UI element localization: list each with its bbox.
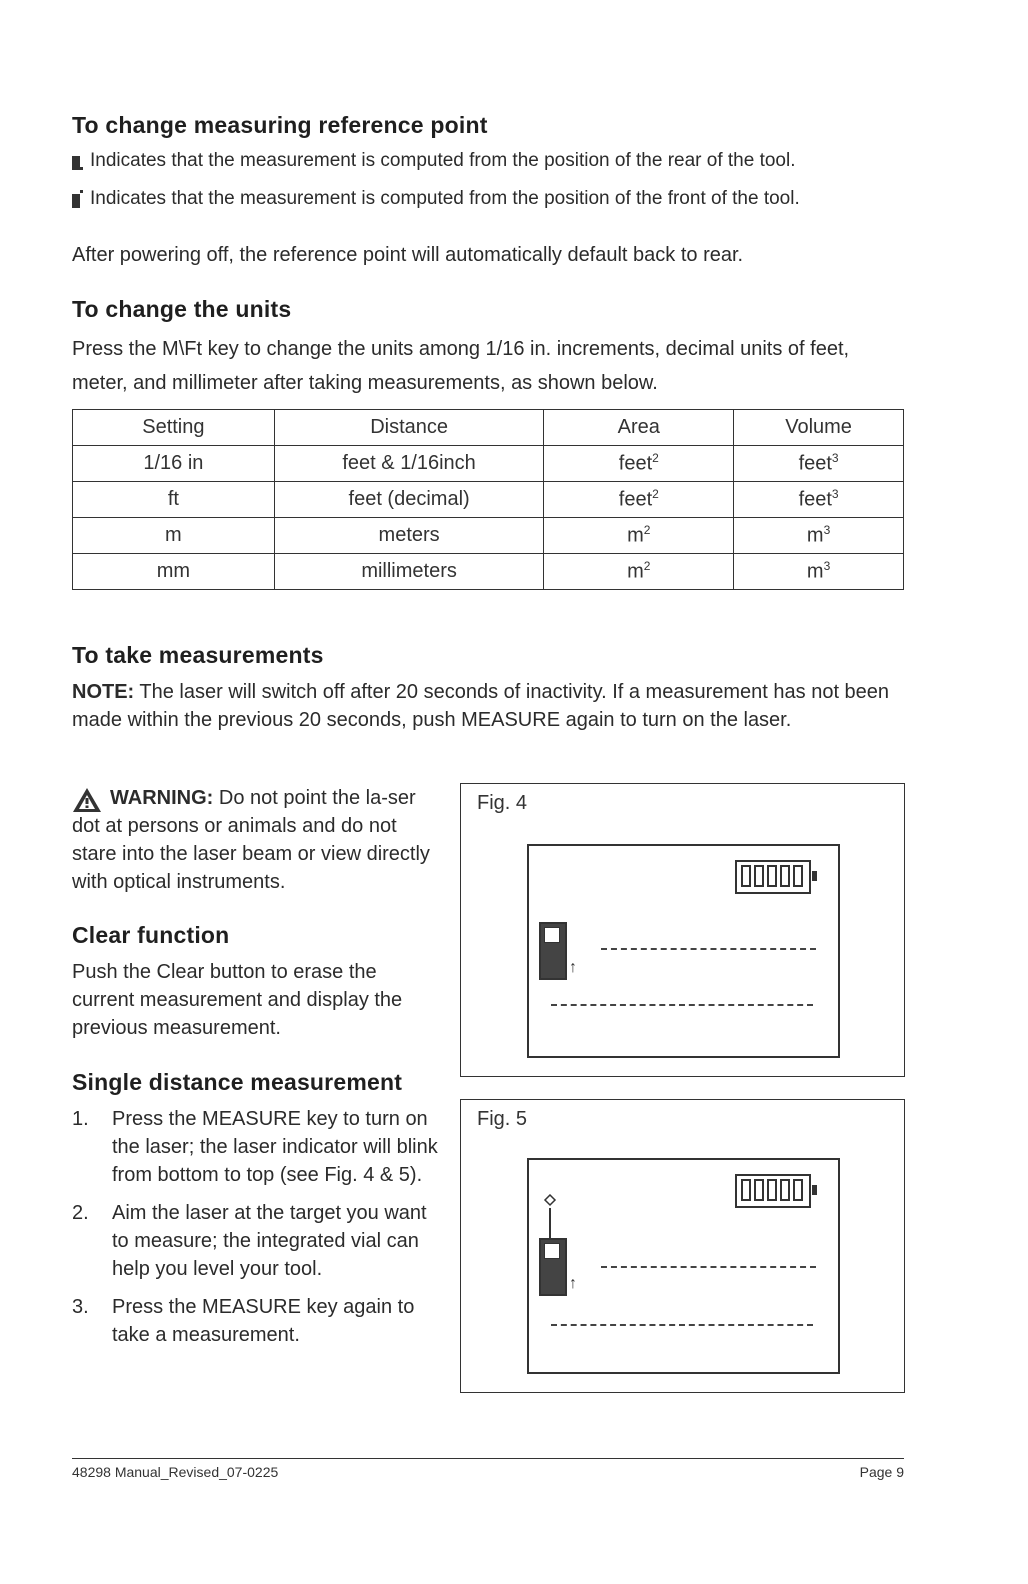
list-item: 2. Aim the laser at the target you want to measure; the integrated vial can help you level your tool. [72,1202,427,1280]
list-item: 3. Press the MEASURE key again to take a measurement. [72,1296,415,1346]
cell-setting: m [73,518,275,554]
upper-reading-placeholder [601,1266,816,1268]
cell-distance: feet (decimal) [274,482,544,518]
cell-area: feet$^2$ [544,446,734,482]
lower-reading-placeholder [551,1324,813,1326]
warning-paragraph [72,784,442,896]
header-distance: Distance [274,410,544,446]
figure-5 [460,1099,905,1393]
units-intro: Press the M\Ft key to change the units among 1/16 in. increments, decimal units of feet, meter, and millimeter after taking measurements, as shown below. [72,338,850,394]
battery-icon [735,1174,811,1208]
steps-list [72,1105,442,1359]
front-reference-line [72,188,800,210]
table-row [73,446,904,482]
note-paragraph [72,678,907,734]
footer-divider [72,1458,904,1459]
footer-document-id: 48298 Manual_Revised_07-0225 [72,1464,279,1480]
arrow-up-icon: ↑ [569,959,577,976]
front-reference-icon [72,190,82,208]
figure-4-label: Fig. 4 [477,792,528,814]
header-volume: Volume [734,410,904,446]
units-table [72,409,904,590]
rear-reference-text: Indicates that the measurement is computed from the position of the rear of the tool. [90,150,796,171]
cell-volume: $m^3$ [734,518,904,554]
cell-area: $m^2$ [544,554,734,590]
note-text: The laser will switch off after 20 seconds of inactivity. If a measurement has not been made within the previous 20 seconds, push MEASURE again to turn on the laser. [72,681,890,731]
lower-reading-placeholder [551,1004,813,1006]
front-reference-text: Indicates that the measurement is computed from the position of the front of the tool. [90,188,800,209]
header-area: Area [544,410,734,446]
table-row [73,482,904,518]
measure-heading: To take measurements [72,642,324,668]
cell-setting: ft [73,482,275,518]
warning-label: WARNING: [110,787,214,809]
note-label: NOTE: [72,681,135,703]
footer-page-number: Page 9 [859,1464,904,1480]
single-heading: Single distance measurement [72,1069,403,1095]
cell-volume: $m^3$ [734,554,904,590]
header-setting: Setting [73,410,275,446]
rear-reference-line [72,150,796,172]
cell-distance: feet & 1/16inch [274,446,544,482]
figure-4 [460,783,905,1077]
battery-icon [735,860,811,894]
cell-setting: 1/16 in [73,446,275,482]
rear-reference-icon [539,922,567,980]
clear-heading: Clear function [72,922,230,948]
cell-distance: millimeters [274,554,544,590]
table-row [73,518,904,554]
cell-setting: mm [73,554,275,590]
table-row [73,554,904,590]
rear-reference-icon [72,152,82,170]
rear-reference-icon [539,1238,567,1296]
warning-text: Do not point the la-ser dot at persons or animals and do not stare into the laser beam or view directly with optical instruments. [72,787,430,893]
ref-heading: To change measuring reference point [72,112,488,138]
clear-text: Push the Clear button to erase the current measurement and display the previous measurement. [72,961,403,1039]
upper-reading-placeholder [601,948,816,950]
fig4-display-screen [527,844,840,1058]
default-reference-text: After powering off, the reference point will automatically default back to rear. [72,244,744,266]
cell-volume: feet$^3$ [734,446,904,482]
list-item: 1. Press the MEASURE key to turn on the laser; the laser indicator will blink from bottom to top (see Fig. 4 & 5). [72,1108,438,1186]
cell-distance: meters [274,518,544,554]
units-table-header-row [73,410,904,446]
figure-5-label: Fig. 5 [477,1108,528,1130]
cell-volume: feet$^3$ [734,482,904,518]
arrow-up-icon: ↑ [569,1275,577,1292]
fig5-display-screen [527,1158,840,1374]
cell-area: feet$^2$ [544,482,734,518]
cell-area: $m^2$ [544,518,734,554]
units-heading: To change the units [72,296,292,322]
